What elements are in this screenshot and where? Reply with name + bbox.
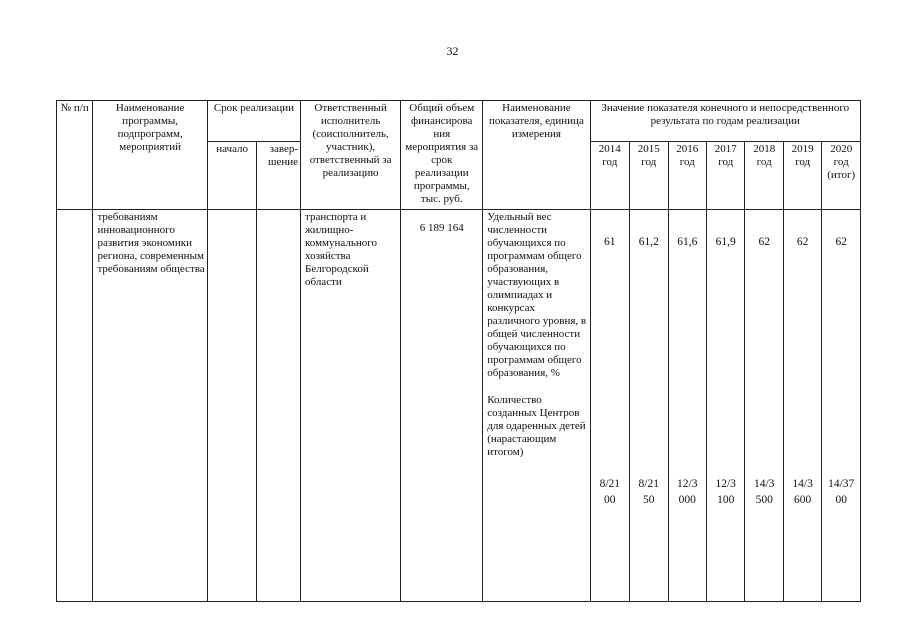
header-row-1 [57,101,861,142]
header-values: Значение показателя конечного и непосредственного результата по годам реализации [590,101,860,142]
row-responsible: транспорта и жилищно-коммунального хозяйства Белгородской области [301,210,401,602]
header-indicator: Наименование показателя, единица измерения [483,101,590,210]
table-row [57,210,861,602]
header-year-2019: 2019 год [783,142,821,210]
header-year-2015: 2015 год [630,142,668,210]
value-2019: 62 14/3 600 [783,210,821,602]
header-term-start: начало [207,142,257,210]
row-start [207,210,257,602]
header-num: № п/п [57,101,93,210]
header-year-2020: 2020 год (итог) [822,142,861,210]
row-end [257,210,301,602]
row-indicators [483,210,590,602]
program-table [56,100,861,602]
header-year-2017: 2017 год [706,142,744,210]
value-2016: 61,6 12/3 000 [668,210,706,602]
indicator-centers: Количество созданных Центров для одаренных детей (нарастающим итогом) [487,394,586,458]
header-name: Наименование программы, подпрограмм, мероприятий [93,101,207,210]
value-2017: 61,9 12/3 100 [706,210,744,602]
header-year-2014: 2014 год [590,142,629,210]
page-number: 32 [446,44,459,58]
header-funding: Общий объем финансирова ния мероприятия за срок реализации программы, тыс. руб. [401,101,483,210]
row-num [57,210,93,602]
header-responsible: Ответственный исполнитель (соисполнитель, участник), ответственный за реализацию [301,101,401,210]
value-2018: 62 14/3 500 [745,210,783,602]
value-2014: 61 8/21 00 [590,210,629,602]
header-term: Срок реализации [207,101,300,142]
value-2020: 62 14/37 00 [822,210,861,602]
header-year-2018: 2018 год [745,142,783,210]
header-year-2016: 2016 год [668,142,706,210]
row-name: требованиям инновационного развития экономики региона, современным требованиям общества [93,210,207,602]
row-funding: 6 189 164 [401,210,483,602]
header-term-end: завер-шение [257,142,301,210]
indicator-share: Удельный вес численности обучающихся по программам общего образования, участвующих в олимпиадах и конкурсах различного уровня, в общей численности обучающихся по программам общего образования, % [487,211,587,379]
value-2015: 61,2 8/21 50 [630,210,668,602]
